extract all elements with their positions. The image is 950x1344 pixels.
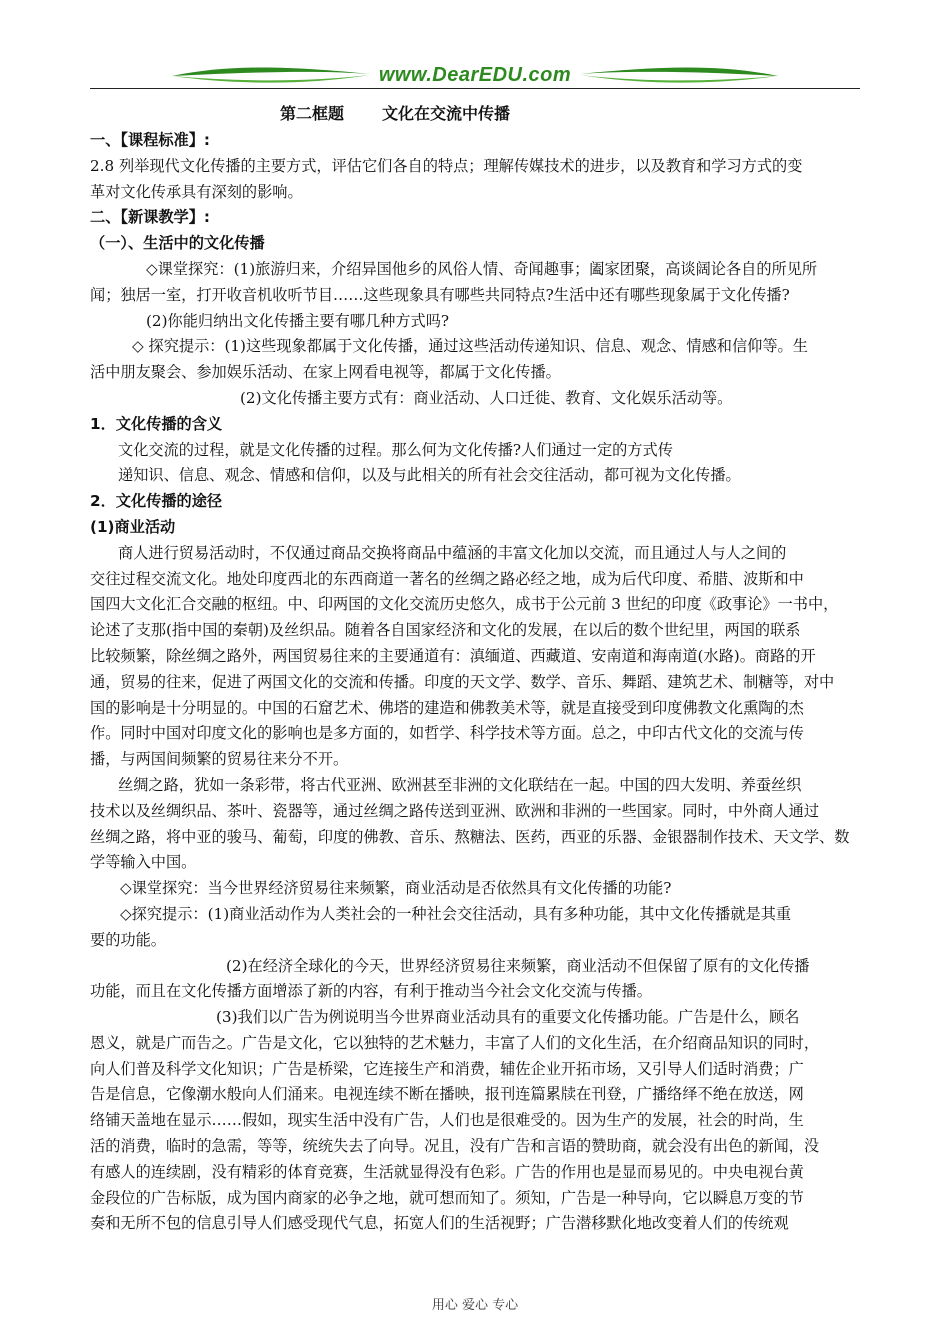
paragraph-line: 文化交流的过程，就是文化传播的过程。那么何为文化传播?人们通过一定的方式传 <box>118 440 673 459</box>
paragraph-line: 活中朋友聚会、参加娱乐活动、在家上网看电视等，都属于文化传播。 <box>90 363 561 382</box>
paragraph-line: 向人们普及科学文化知识；广告是桥梁，它连接生产和消费，辅佐企业开拓市场，又引导人们适时消费；广 <box>90 1059 804 1078</box>
paragraph-line: 丝绸之路，将中亚的骏马、葡萄，印度的佛教、音乐、熬糖法、医药，西亚的乐器、金银器制作技术、天文学、数 <box>90 827 850 846</box>
paragraph-line: 有感人的连续剧，没有精彩的体育竞赛，生活就显得没有色彩。广告的作用也是显而易见的。中央电视台黄 <box>90 1162 804 1181</box>
paragraph-line: 功能，而且在文化传播方面增添了新的内容，有利于推动当今社会文化交流与传播。 <box>90 982 652 1001</box>
paragraph-line: 金段位的广告标版，成为国内商家的必争之地，就可想而知了。须知，广告是一种导向，它以瞬息万变的节 <box>90 1188 804 1207</box>
section-heading-teaching: 二、【新课教学】: <box>90 208 210 227</box>
paragraph-line: 通，贸易的往来，促进了两国文化的交流和传播。印度的天文学、数学、音乐、舞蹈、建筑艺术、制糖等，对中 <box>90 672 835 691</box>
logo-text: www.DearEDU.com <box>378 64 572 86</box>
paragraph-line: 革对文化传承具有深刻的影响。 <box>90 182 303 201</box>
paragraph-line: 技术以及丝绸织品、茶叶、瓷器等，通过丝绸之路传送到亚洲、欧洲和非洲的一些国家。同时，中外商人通过 <box>90 801 819 820</box>
paragraph-line: 论述了支那(指中国的秦朝)及丝织品。随着各自国家经济和文化的发展，在以后的数个世纪里，两国的联系 <box>90 621 801 640</box>
paragraph-line: 2.8 列举现代文化传播的主要方式，评估它们各自的特点；理解传媒技术的进步，以及教育和学习方式的变 <box>90 156 803 175</box>
paragraph-line: 要的功能。 <box>90 930 166 949</box>
paragraph-line: 国的影响是十分明显的。中国的石窟艺术、佛塔的建造和佛教美术等，就是直接受到印度佛教文化熏陶的杰 <box>90 698 804 717</box>
paragraph-line: 国四大文化汇合交融的枢纽。中、印两国的文化交流历史悠久，成书于公元前 3 世纪的印度《政事论》一书中， <box>90 595 839 614</box>
classroom-inquiry: ◇课堂探究：当今世界经济贸易往来频繁，商业活动是否依然具有文化传播的功能? <box>120 879 672 898</box>
title-part2: 文化在交流中传播 <box>382 104 511 123</box>
paragraph-line: 商人进行贸易活动时，不仅通过商品交换将商品中蕴涵的丰富文化加以交流，而且通过人与人之间的 <box>118 543 787 562</box>
inquiry-hint: ◇ 探究提示：(1)这些现象都属于文化传播，通过这些活动传递知识、信息、观念、情感和信仰等。生 <box>132 337 808 356</box>
paragraph-line: 丝绸之路，犹如一条彩带，将古代亚洲、欧洲甚至非洲的文化联结在一起。中国的四大发明、养蚕丝织 <box>118 775 802 794</box>
paragraph-line: 告是信息，它像潮水般向人们涌来。电视连续不断在播映，报刊连篇累牍在刊登，广播络绎不绝在放送，网 <box>90 1085 804 1104</box>
page-title <box>90 100 860 128</box>
paragraph-line: 递知识、信息、观念、情感和信仰，以及与此相关的所有社会交往活动，都可视为文化传播。 <box>118 466 741 485</box>
paragraph-line: (2)在经济全球化的今天，世界经济贸易往来频繁，商业活动不但保留了原有的文化传播 <box>226 956 810 975</box>
header-rule <box>90 88 860 89</box>
section-heading-standard: 一、【课程标准】: <box>90 131 210 149</box>
paragraph-line: 作。同时中国对印度文化的影响也是多方面的，如哲学、科学技术等方面。总之，中印古代文化的交流与传 <box>90 724 804 743</box>
header-logo <box>170 62 780 90</box>
heading-commerce: (1)商业活动 <box>90 517 176 536</box>
paragraph-line: (2)你能归纳出文化传播主要有哪几种方式吗? <box>146 311 450 330</box>
document-body <box>90 100 860 1237</box>
title-part1: 第二框题 <box>280 104 345 123</box>
heading-channels: 2．文化传播的途径 <box>90 492 223 511</box>
paragraph-line: 络铺天盖地在显示……假如，现实生活中没有广告，人们也是很难受的。因为生产的发展，社会的时尚，生 <box>90 1111 804 1130</box>
paragraph-line: (3)我们以广告为例说明当今世界商业活动具有的重要文化传播功能。广告是什么，顾名 <box>216 1008 800 1027</box>
paragraph-line: 交往过程交流文化。地处印度西北的东西商道一著名的丝绸之路必经之地，成为后代印度、希腊、波斯和中 <box>90 569 804 588</box>
paragraph-line: (2)文化传播主要方式有：商业活动、人口迁徙、教育、文化娱乐活动等。 <box>240 388 733 407</box>
paragraph-line: 学等输入中国。 <box>90 853 197 872</box>
paragraph-line: 比较频繁，除丝绸之路外，两国贸易往来的主要通道有：滇缅道、西藏道、安南道和海南道(水路)。商路的开 <box>90 646 816 665</box>
paragraph-line: 播，与两国间频繁的贸易往来分不开。 <box>90 750 349 769</box>
inquiry-hint: ◇探究提示：(1)商业活动作为人类社会的一种社会交往活动，具有多种功能，其中文化传播就是其重 <box>120 904 792 923</box>
paragraph-line: 活的消费，临时的急需，等等，统统失去了向导。况且，没有广告和言语的赞助商，就会没有出色的新闻，没 <box>90 1137 819 1156</box>
classroom-inquiry: ◇课堂探究：(1)旅游归来，介绍异国他乡的风俗人情、奇闻趣事；阖家团聚，高谈阔论各自的所见所 <box>146 259 818 278</box>
heading-meaning: 1．文化传播的含义 <box>90 414 223 433</box>
paragraph-line: 奏和无所不包的信息引导人们感受现代气息，拓宽人们的生活视野；广告潜移默化地改变着人们的传统观 <box>90 1214 789 1233</box>
paragraph-line: 闻；独居一室，打开收音机收听节目……这些现象具有哪些共同特点?生活中还有哪些现象属于文化传播? <box>90 285 790 304</box>
subsection-heading: （一）、生活中的文化传播 <box>90 234 265 253</box>
paragraph-line: 恩义，就是广而告之。广告是文化，它以独特的艺术魅力，丰富了人们的文化生活，在介绍商品知识的同时， <box>90 1033 819 1052</box>
page-footer: 用心 爱心 专心 <box>431 1298 519 1313</box>
